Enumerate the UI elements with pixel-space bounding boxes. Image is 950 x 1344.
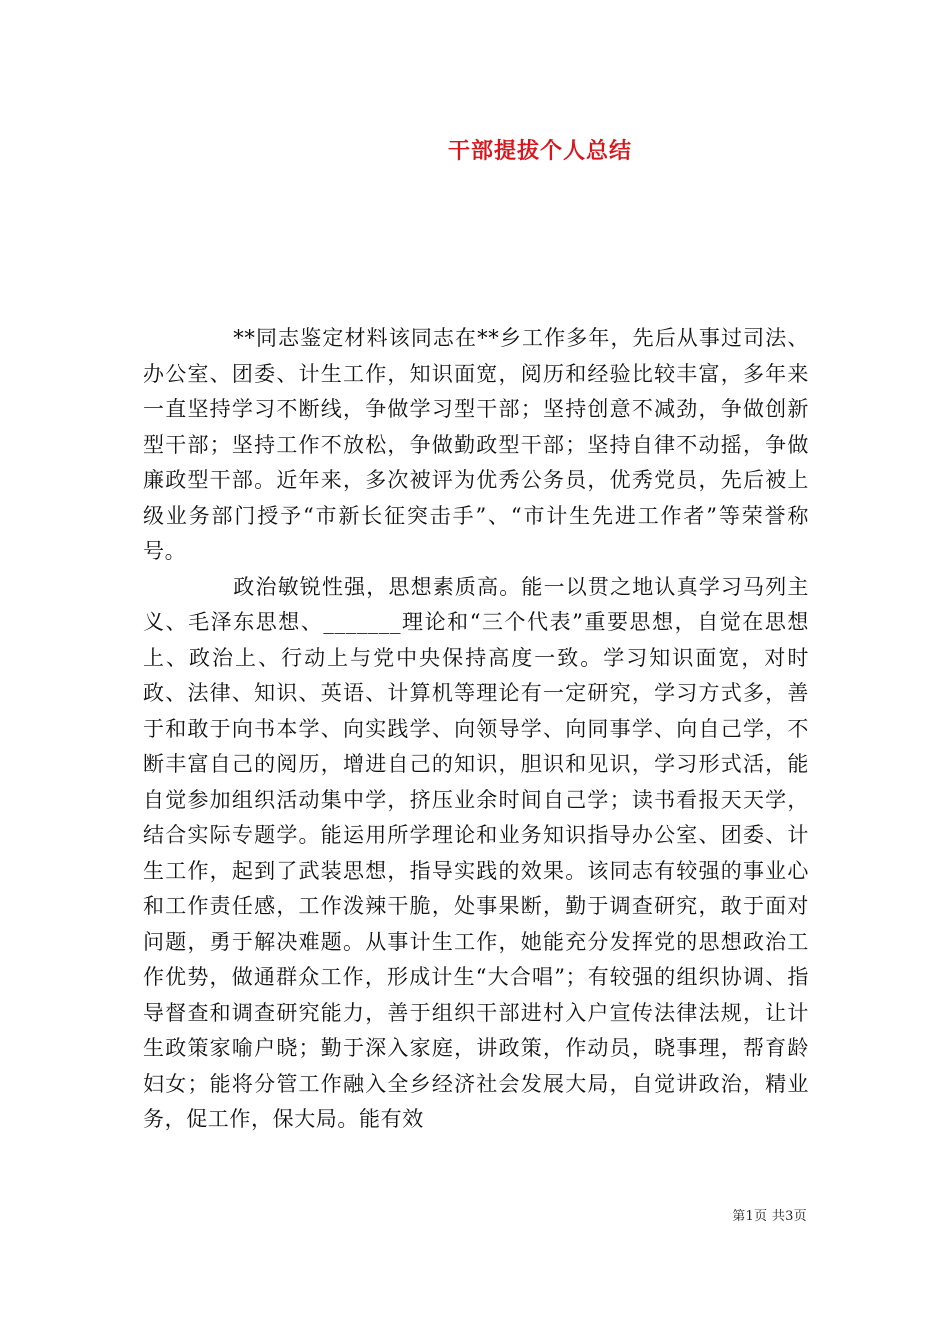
page-number: 第1页 共3页 [732,1209,807,1224]
document-title: 干部提拔个人总结 [447,138,632,164]
paragraph: **同志鉴定材料该同志在**乡工作多年，先后从事过司法、办公室、团委、计生工作，知识面宽，阅历和经验比较丰富，多年来一直坚持学习不断线，争做学习型干部；坚持创意不减劲，争做创新型干部；坚持工作不放松，争做勤政型干部；坚持自律不动摇，争做廉政型干部。近年来，多次被评为优秀公务员，优秀党员，先后被上级业务部门授予“市新长征突击手”、“市计生先进工作者”等荣誉称号。 [143,326,809,563]
document-body [143,321,809,1138]
paragraph: 政治敏锐性强，思想素质高。能一以贯之地认真学习马列主义、毛泽东思想、_______理论和“三个代表”重要思想，自觉在思想上、政治上、行动上与党中央保持高度一致。学习知识面宽，对时政、法律、知识、英语、计算机等理论有一定研究，学习方式多，善于和敢于向书本学、向实践学、向领导学、向同事学、向自己学，不断丰富自己的阅历，增进自己的知识，胆识和见识，学习形式活，能自觉参加组织活动集中学，挤压业余时间自己学；读书看报天天学，结合实际专题学。能运用所学理论和业务知识指导办公室、团委、计生工作，起到了武装思想，指导实践的效果。该同志有较强的事业心和工作责任感，工作泼辣干脆，处事果断，勤于调查研究，敢于面对问题，勇于解决难题。从事计生工作，她能充分发挥党的思想政治工作优势，做通群众工作，形成计生“大合唱”；有较强的组织协调、指导督查和调查研究能力，善于组织干部进村入户宣传法律法规，让计生政策家喻户晓；勤于深入家庭，讲政策，作动员，晓事理，帮育龄妇女；能将分管工作融入全乡经济社会发展大局，自觉讲政治，精业务，促工作，保大局。能有效 [143,574,809,1131]
